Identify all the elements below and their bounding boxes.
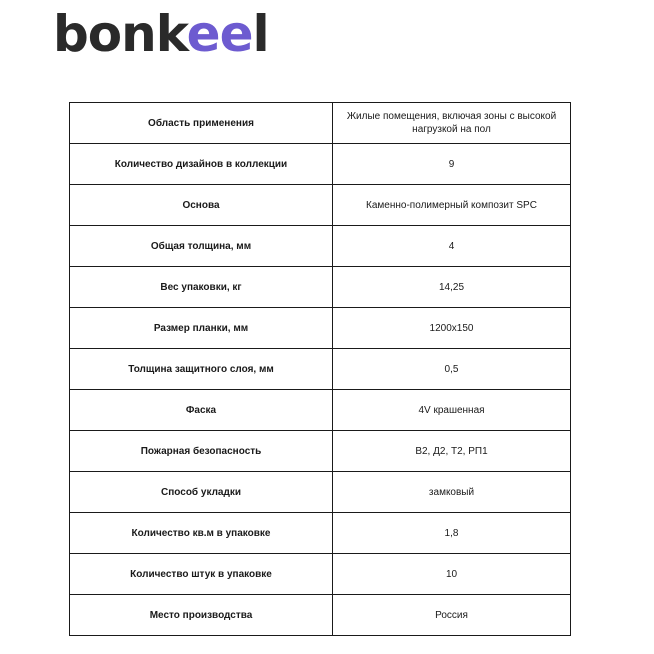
table-row — [70, 226, 571, 267]
spec-value: 4V крашенная — [333, 390, 571, 431]
table-row — [70, 103, 571, 144]
table-row — [70, 595, 571, 636]
spec-label: Количество дизайнов в коллекции — [70, 144, 333, 185]
table-row — [70, 349, 571, 390]
table-row — [70, 267, 571, 308]
spec-label: Количество кв.м в упаковке — [70, 513, 333, 554]
spec-label: Место производства — [70, 595, 333, 636]
table-row — [70, 144, 571, 185]
spec-value: Каменно-полимерный композит SPC — [333, 185, 571, 226]
logo-text-start: bonk — [53, 5, 187, 63]
spec-label: Пожарная безопасность — [70, 431, 333, 472]
spec-value: замковый — [333, 472, 571, 513]
spec-label: Фаска — [70, 390, 333, 431]
spec-label: Способ укладки — [70, 472, 333, 513]
spec-label: Количество штук в упаковке — [70, 554, 333, 595]
spec-value: 0,5 — [333, 349, 571, 390]
spec-value: 9 — [333, 144, 571, 185]
spec-label: Основа — [70, 185, 333, 226]
spec-value: Жилые помещения, включая зоны с высокой нагрузкой на пол — [333, 103, 571, 144]
table-row — [70, 472, 571, 513]
spec-value: 10 — [333, 554, 571, 595]
table-row — [70, 554, 571, 595]
spec-label: Общая толщина, мм — [70, 226, 333, 267]
table-row — [70, 185, 571, 226]
table-row — [70, 390, 571, 431]
spec-value: 4 — [333, 226, 571, 267]
spec-label: Область применения — [70, 103, 333, 144]
table-row — [70, 431, 571, 472]
spec-value: Россия — [333, 595, 571, 636]
spec-label: Толщина защитного слоя, мм — [70, 349, 333, 390]
logo-text-end: l — [252, 5, 269, 63]
logo-text-accent: ee — [186, 5, 253, 63]
brand-logo — [53, 4, 269, 64]
spec-label: Вес упаковки, кг — [70, 267, 333, 308]
spec-value: 14,25 — [333, 267, 571, 308]
spec-label: Размер планки, мм — [70, 308, 333, 349]
spec-value: 1200х150 — [333, 308, 571, 349]
spec-value: 1,8 — [333, 513, 571, 554]
spec-value: В2, Д2, Т2, РП1 — [333, 431, 571, 472]
specifications-table — [69, 102, 571, 636]
table-row — [70, 308, 571, 349]
table-row — [70, 513, 571, 554]
